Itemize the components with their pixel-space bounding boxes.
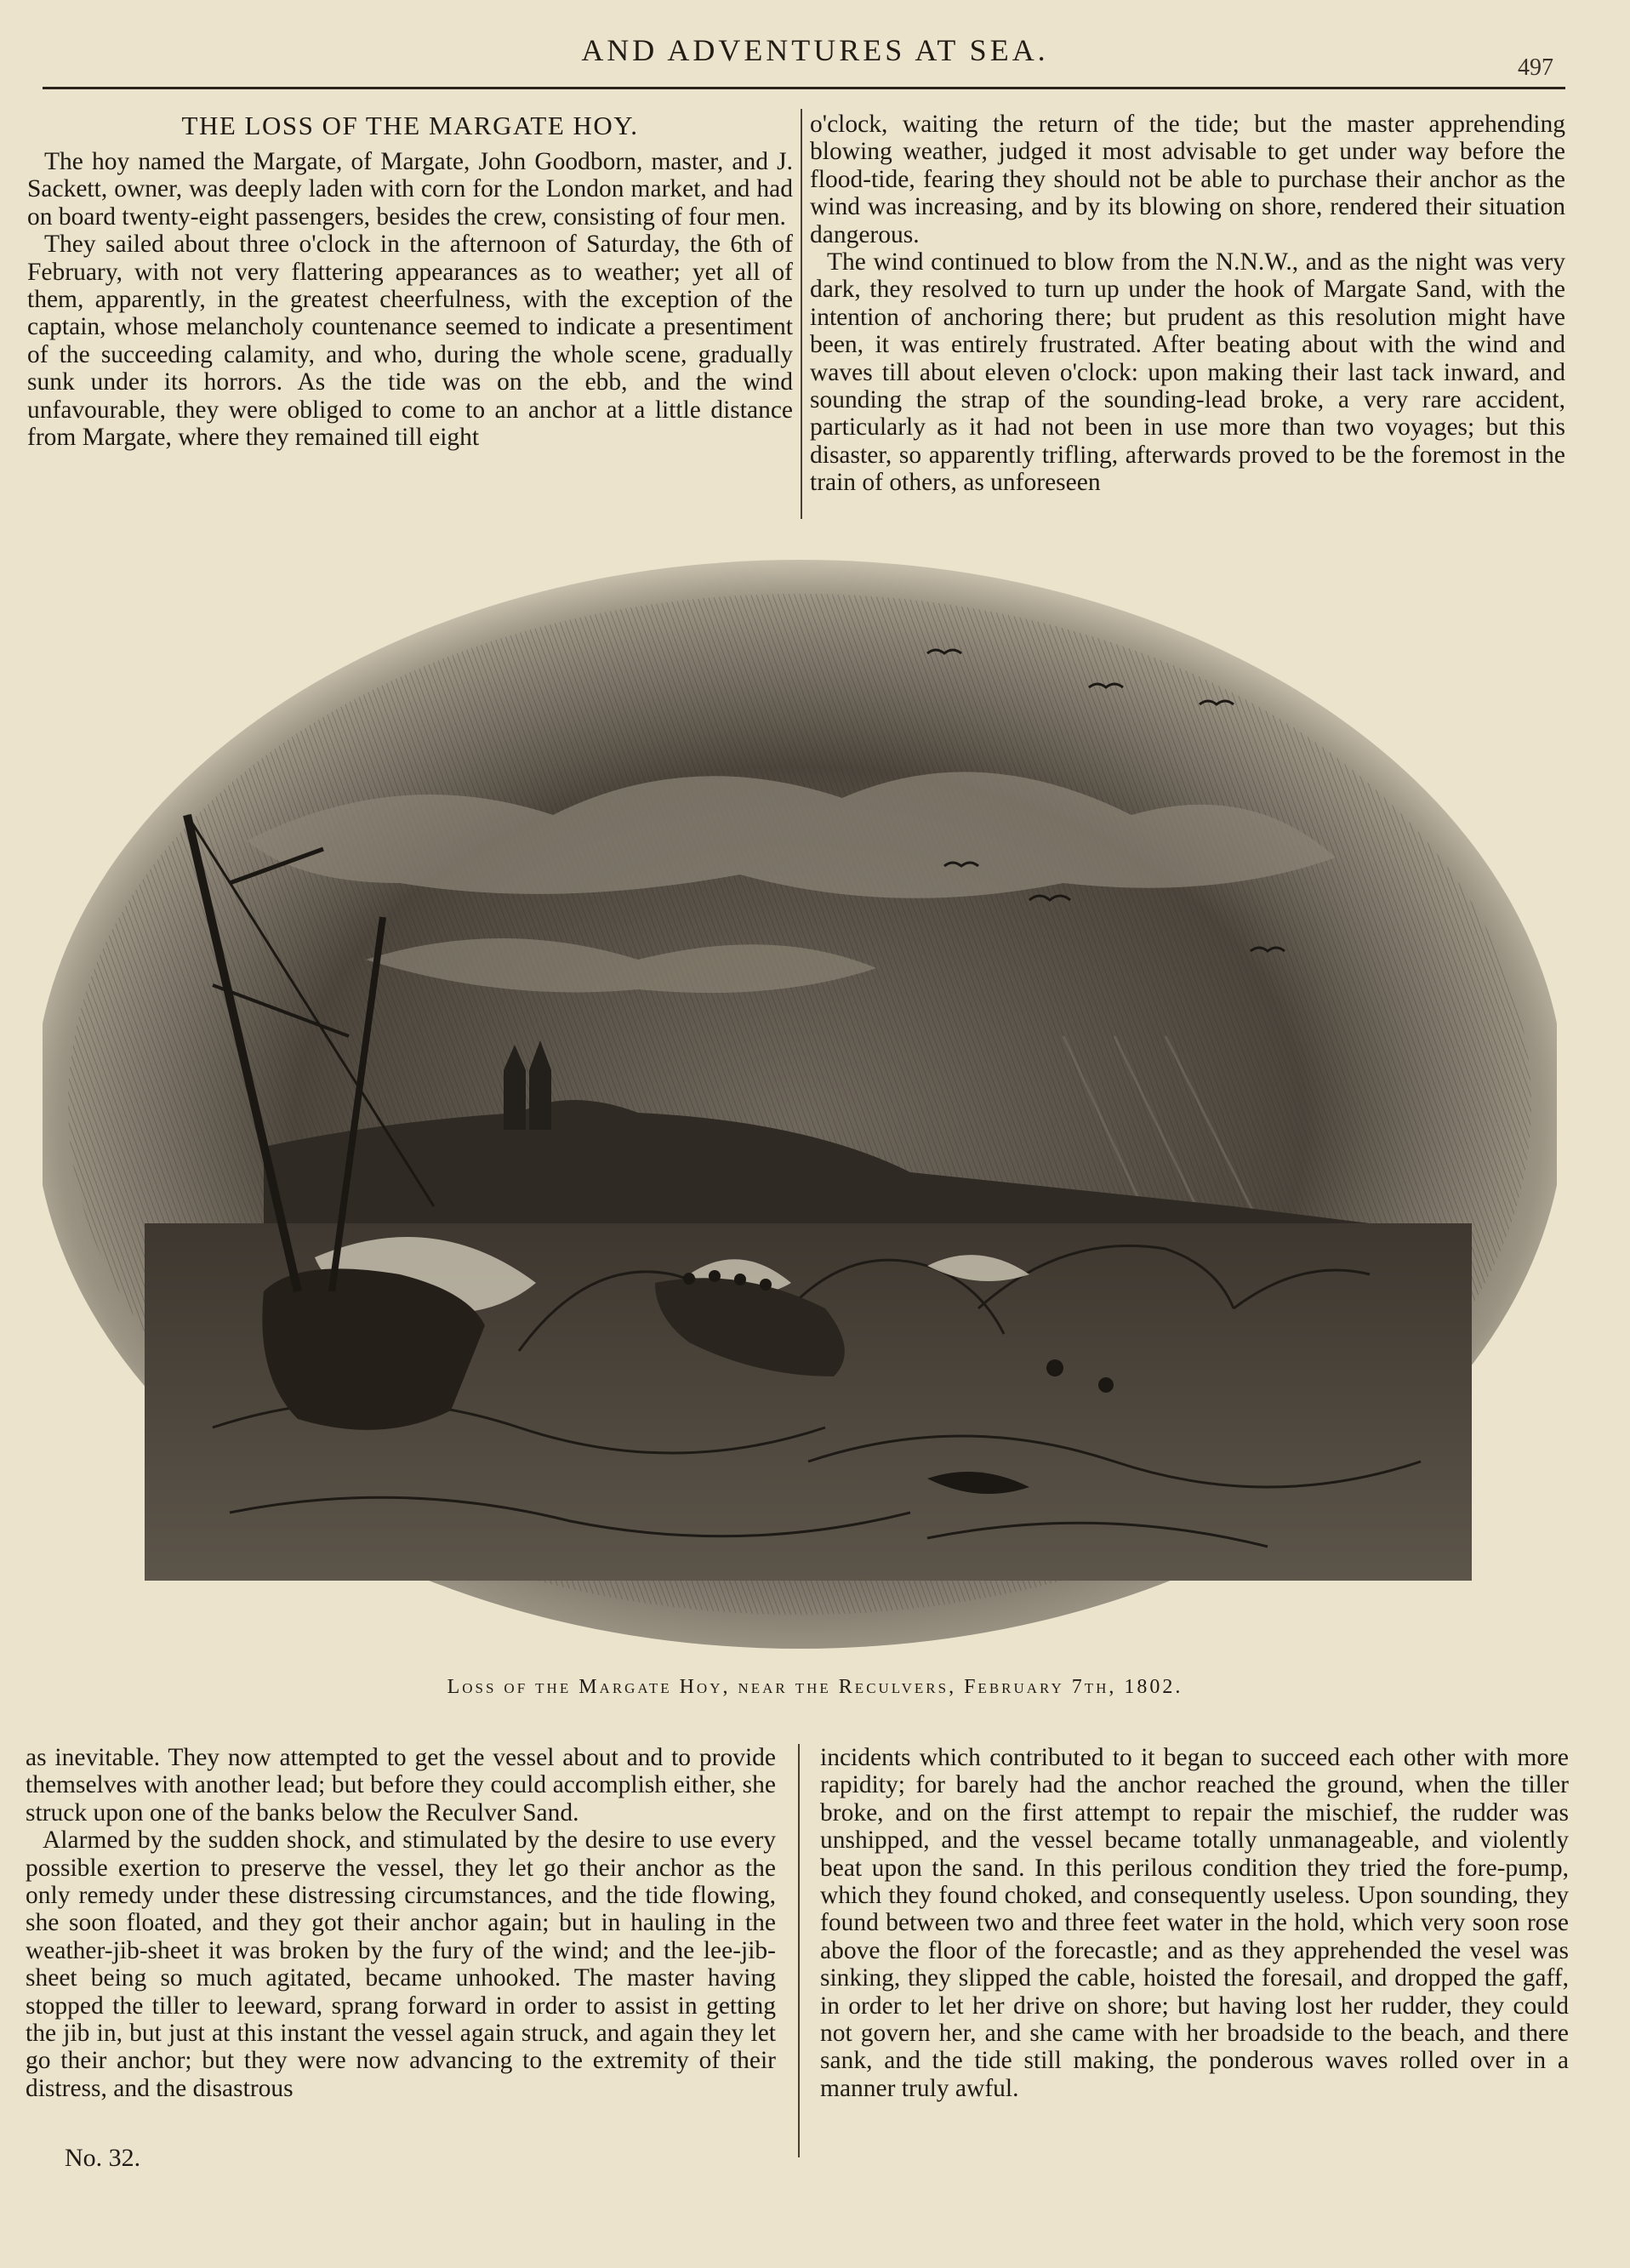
paragraph: as inevitable. They now attempted to get the vessel about and to provide themselves with another lead; but before they could accomplish either, she struck upon one of the banks below the Reculver Sand. [26,1744,776,1826]
column-divider [801,109,802,519]
running-head: AND ADVENTURES AT SEA. [581,33,1049,67]
column-bottom-left [26,1744,776,2102]
illustration-caption: Loss of the Margate Hoy, near the Reculvers, February 7th, 1802. [447,1676,1183,1698]
paragraph: The wind continued to blow from the N.N.W., and as the night was very dark, they resolved to turn up under the hook of Margate Sand, with the intention of anchoring there; but prudent as this resolution might have been, it was entirely frustrated. After beating about with the wind and waves till about eleven o'clock: upon making their last tack inward, and sounding the strap of the sounding-lead broke, a very rare accident, particularly as it had not been in use more than two voyages; but this disaster, so apparently trifling, afterwards proved to be the foremost in the train of others, as unforeseen [810,248,1565,497]
header-rule [43,87,1565,89]
shipwreck-engraving [43,560,1557,1666]
paragraph: They sailed about three o'clock in the afternoon of Saturday, the 6th of February, with not very flattering appearances as to weather; yet all of them, apparently, in the greatest cheerfulness, with the exception of the captain, whose melancholy countenance seemed to indicate a presentiment of the succeeding calamity, and who, during the whole scene, gradually sunk under its horrors. As the tide was on the ebb, and the wind unfavourable, they were obliged to come to an anchor at a little distance from Margate, where they remained till eight [27,231,793,452]
page-number: 497 [1518,54,1553,81]
column-top-left [27,111,793,451]
article-title: THE LOSS OF THE MARGATE HOY. [181,111,639,140]
column-bottom-right [820,1744,1569,2102]
paragraph: Alarmed by the sudden shock, and stimulated by the desire to use every possible exertion to preserve the vessel, they let go their anchor as the only remedy under these distressing circumstances, and the tide flowing, she soon floated, and they got their anchor again; but in hauling in the weather-jib-sheet it was broken by the fury of the wind; and the lee-jib-sheet being so much agitated, became unhooked. The master having stopped the tiller to leeward, sprang forward in order to assist in getting the jib in, but just at this instant the vessel again struck, and again they let go their anchor; but they were now advancing to the extremity of their distress, and the disastrous [26,1826,776,2102]
paragraph: incidents which contributed to it began to succeed each other with more rapidity; for barely had the anchor reached the ground, when the tiller broke, and on the first attempt to repair the mischief, the rudder was unshipped, and the vessel became totally unmanageable, and violently beat upon the sand. In this perilous condition they tried the fore-pump, which they found choked, and consequently useless. Upon sounding, they found between two and three feet water in the hold, which very soon rose above the floor of the forecastle; and as they apprehended the vesel was sinking, they slipped the cable, hoisted the foresail, and dropped the gaff, in order to let her drive on shore; but having lost her rudder, they could not govern her, and she came with her broadside to the beach, and there sank, and the tide still making, the ponderous waves rolled over in a manner truly awful. [820,1744,1569,2102]
column-divider [798,1744,800,2157]
paragraph: The hoy named the Margate, of Margate, John Goodborn, master, and J. Sackett, owner, was deeply laden with corn for the London market, and had on board twenty-eight passengers, besides the crew, consisting of four men. [27,148,793,231]
paragraph: o'clock, waiting the return of the tide; but the master apprehending blowing weather, judged it most advisable to get under way before the flood-tide, fearing they should not be able to purchase their anchor as the wind was increasing, and by its blowing on shore, rendered their situation dangerous. [810,111,1565,248]
column-top-right [810,111,1565,497]
issue-number: No. 32. [65,2144,141,2172]
